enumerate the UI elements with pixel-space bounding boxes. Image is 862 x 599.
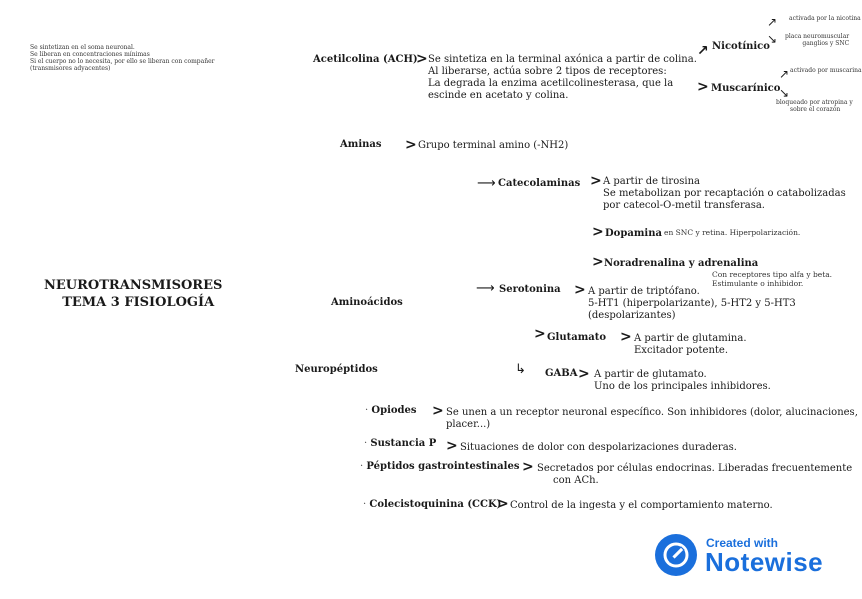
catecolaminas-desc	[603, 176, 846, 212]
glutamato-desc	[634, 333, 747, 357]
side-note-line: (transmisores adyacentes)	[30, 65, 111, 72]
peptidos-gi-label: Péptidos gastrointestinales	[366, 461, 520, 472]
dopamina-label: Dopamina	[605, 228, 662, 239]
side-note-line: Si el cuerpo no lo necesita, por ello se liberan con compañer	[30, 58, 215, 65]
gaba-desc	[594, 369, 771, 393]
cck-item	[363, 499, 501, 510]
bullet-dot: ·	[364, 438, 371, 449]
acetilcolina-label: Acetilcolina (ACH)	[313, 54, 418, 65]
muscarinico-note-2	[776, 99, 853, 113]
aminas-label: Aminas	[340, 139, 382, 150]
muscarinico-note-line: bloqueado por atropina y	[776, 99, 853, 106]
title-line-1: NEUROTRANSMISORES	[44, 278, 223, 293]
arrow-right-icon: >	[592, 224, 604, 240]
acetilcolina-line: Al liberarse, actúa sobre 2 tipos de receptores:	[428, 66, 667, 77]
arrow-right-long-icon: ⟶	[477, 176, 496, 191]
serotonina-line: (despolarizantes)	[588, 310, 676, 321]
catecolaminas-label: Catecolaminas	[498, 178, 581, 189]
nicotinico-note-line: placa neuromuscular	[785, 33, 850, 40]
arrow-right-icon: >	[522, 459, 534, 475]
noradrenalina-note-line: Estimulante o inhibidor.	[712, 279, 804, 288]
gaba-line: A partir de glutamato.	[594, 369, 707, 380]
neuropeptidos-label: Neuropéptidos	[295, 364, 378, 375]
arrow-right-icon: >	[578, 366, 590, 382]
arrow-right-icon: >	[574, 282, 586, 298]
sustancia-p-desc: Situaciones de dolor con despolarizaciones duraderas.	[460, 442, 737, 453]
arrow-up-right-icon: ↗	[767, 15, 778, 29]
acetilcolina-line: La degrada la enzima acetilcolinesterasa, que la	[428, 78, 674, 89]
serotonina-line: A partir de triptófano.	[588, 286, 700, 297]
bullet-dot: ·	[363, 499, 370, 510]
bullet-dot: ·	[365, 405, 372, 416]
sustancia-p-item	[364, 438, 436, 449]
acetilcolina-line: Se sintetiza en la terminal axónica a partir de colina.	[428, 54, 697, 65]
nicotinico-label: Nicotínico	[712, 41, 770, 52]
side-note-line: Se sintetizan en el soma neuronal.	[30, 44, 135, 51]
arrow-right-icon: >	[405, 137, 417, 153]
arrow-right-icon: >	[416, 51, 428, 67]
arrow-right-icon: >	[697, 79, 709, 95]
arrow-down-right-icon: ↳	[515, 362, 526, 377]
arrow-right-icon: >	[446, 438, 458, 454]
cck-label: Colecistoquinina (CCK)	[369, 499, 502, 510]
opiodes-item	[365, 405, 417, 416]
nicotinico-note-2	[785, 33, 849, 47]
arrow-right-long-icon: ⟶	[476, 281, 495, 296]
serotonina-line: 5-HT1 (hiperpolarizante), 5-HT2 y 5-HT3	[588, 298, 796, 309]
arrow-right-icon: >	[592, 254, 604, 270]
arrow-up-right-icon: ↗	[697, 43, 709, 59]
arrow-right-icon: >	[590, 173, 602, 189]
muscarinico-note-line: sobre el corazón	[790, 106, 841, 113]
side-note-line: Se liberan en concentraciones mínimas	[30, 51, 150, 58]
gaba-line: Uno de los principales inhibidores.	[594, 381, 771, 392]
arrow-down-right-icon: ↘	[767, 32, 778, 46]
aminas-desc: Grupo terminal amino (-NH2)	[418, 140, 569, 151]
arrow-down-right-icon: ↘	[779, 86, 790, 100]
peptidos-gi-line: con ACh.	[553, 475, 599, 486]
arrow-right-icon: >	[432, 403, 444, 419]
notewise-logo-icon	[654, 533, 698, 577]
glutamato-label: Glutamato	[547, 332, 607, 343]
arrow-right-icon: >	[534, 326, 546, 342]
peptidos-gi-line: Secretados por células endocrinas. Liberadas frecuentemente	[537, 463, 853, 474]
aminoacidos-label: Aminoácidos	[331, 297, 403, 308]
opiodes-label: Opiodes	[371, 405, 417, 416]
peptidos-gi-item	[360, 461, 519, 472]
glutamato-line: Excitador potente.	[634, 345, 729, 356]
muscarinico-label: Muscarínico	[711, 83, 781, 94]
side-note	[30, 44, 215, 72]
muscarinico-note-1: activado por muscarina	[790, 67, 862, 74]
opiodes-desc	[446, 407, 858, 431]
arrow-right-icon: >	[620, 329, 632, 345]
acetilcolina-desc	[428, 54, 697, 102]
catecolaminas-line: Se metabolizan por recaptación o catabolizadas	[603, 188, 846, 199]
glutamato-line: A partir de glutamina.	[634, 333, 747, 344]
nicotinico-note-line: ganglios y SNC	[802, 40, 850, 47]
created-with-label: Created with	[706, 536, 779, 550]
opiodes-line: placer...)	[446, 419, 491, 430]
opiodes-line: Se unen a un receptor neuronal específico. Son inhibidores (dolor, alucinaciones,	[446, 407, 858, 418]
gaba-label: GABA	[545, 368, 578, 379]
peptidos-gi-desc	[537, 463, 852, 487]
noradrenalina-label: Noradrenalina y adrenalina	[604, 258, 759, 269]
noradrenalina-note-line: Con receptores tipo alfa y beta.	[712, 270, 833, 279]
serotonina-desc	[588, 286, 796, 322]
catecolaminas-line: por catecol-O-metil transferasa.	[603, 200, 765, 211]
arrow-up-right-icon: ↗	[779, 67, 790, 81]
arrow-right-icon: >	[497, 496, 509, 512]
serotonina-label: Serotonina	[499, 284, 561, 295]
cck-desc: Control de la ingesta y el comportamiento materno.	[510, 500, 773, 511]
catecolaminas-line: A partir de tirosina	[603, 176, 700, 187]
notewise-brand: Notewise	[705, 547, 824, 577]
bullet-dot: ·	[360, 461, 367, 472]
page-title	[44, 277, 222, 311]
sustancia-p-label: Sustancia P	[370, 438, 437, 449]
nicotinico-note-1: activada por la nicotina	[789, 15, 861, 22]
dopamina-desc: en SNC y retina. Hiperpolarización.	[664, 228, 801, 237]
acetilcolina-line: escinde en acetato y colina.	[428, 90, 569, 101]
title-line-2: TEMA 3 FISIOLOGÍA	[62, 295, 215, 310]
